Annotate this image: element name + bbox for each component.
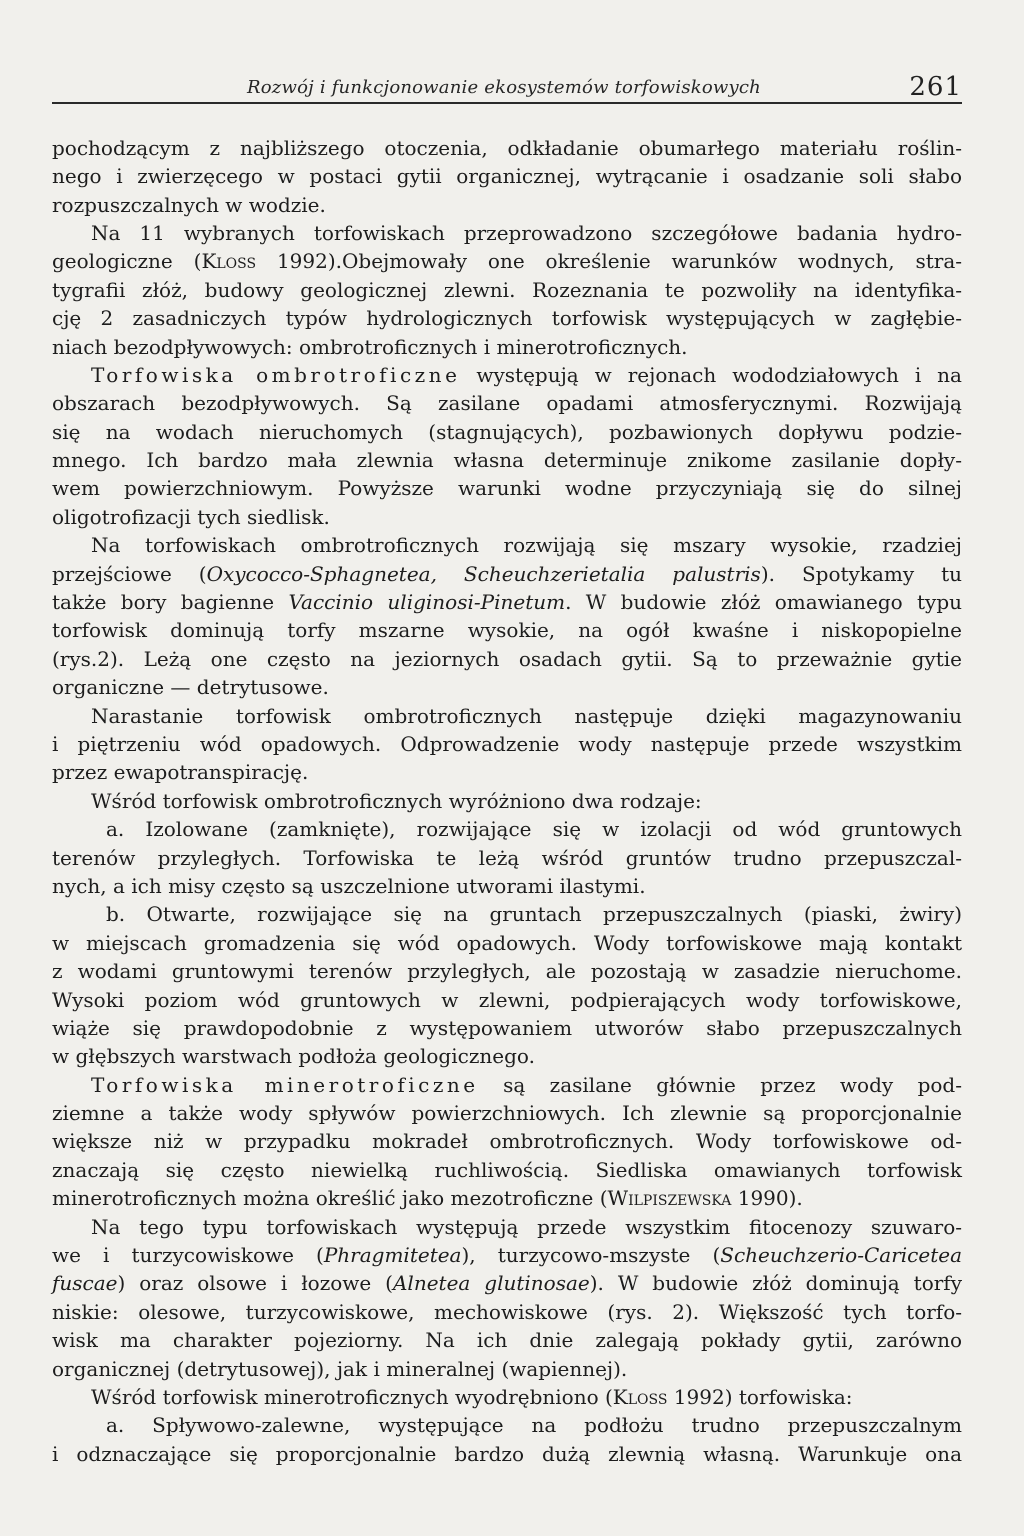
line-text bbox=[52, 276, 962, 304]
body-text bbox=[52, 134, 962, 1468]
text-run: Izolowane (zamknięte), rozwijające się w izolacji od wód gruntowych bbox=[145, 817, 962, 842]
line-text bbox=[91, 1071, 962, 1099]
text-run: oligotrofizacji tych siedlisk. bbox=[52, 504, 330, 529]
line-text bbox=[52, 247, 962, 275]
text-line bbox=[52, 844, 962, 872]
text-line bbox=[52, 1099, 962, 1127]
line-text bbox=[52, 957, 962, 985]
text-run: przejściowe ( bbox=[52, 561, 207, 586]
line-text bbox=[52, 730, 962, 758]
line-text bbox=[106, 900, 962, 928]
text-run: i odznaczające się proporcjonalnie bardzo dużą zlewnią własną. Warunkuje ona bbox=[52, 1441, 962, 1466]
text-line bbox=[52, 787, 962, 815]
text-line bbox=[52, 1184, 962, 1212]
text-line bbox=[52, 304, 962, 332]
text-run: Spływowo-zalewne, występujące na podłożu trudno przepuszczalnym bbox=[152, 1413, 962, 1438]
line-text bbox=[52, 1099, 962, 1127]
text-run: nych, a ich misy często są uszczelnione utworami ilastymi. bbox=[52, 873, 646, 898]
text-run: (rys.2). Leżą one często na jeziornych osadach gytii. Są to przeważnie gytie bbox=[52, 646, 962, 671]
text-run: z wodami gruntowymi terenów przyległych, ale pozostają w zasadzie nieruchome. bbox=[52, 959, 962, 984]
text-run: obszarach bezodpływowych. Są zasilane opadami atmosferycznymi. Rozwijają bbox=[52, 391, 962, 416]
text-line bbox=[52, 418, 962, 446]
line-text bbox=[106, 1411, 962, 1439]
text-run: ). Spotykamy tu bbox=[760, 561, 962, 586]
line-text bbox=[52, 1042, 535, 1070]
latin-taxon-name: Scheuchzerio-Caricetea bbox=[720, 1243, 962, 1268]
line-text bbox=[52, 1184, 803, 1212]
line-text bbox=[52, 673, 329, 701]
author-citation: Kloss bbox=[201, 249, 257, 274]
paragraph bbox=[52, 361, 962, 531]
text-run: ziemne a także wody spływów powierzchniowych. Ich zlewnie są proporcjonalnie bbox=[52, 1101, 962, 1126]
text-line bbox=[52, 389, 962, 417]
text-run: . W budowie złóż omawianego typu bbox=[565, 590, 962, 615]
line-text bbox=[52, 446, 962, 474]
text-line bbox=[52, 1411, 962, 1439]
text-line bbox=[52, 276, 962, 304]
latin-taxon-name: Phragmitetea bbox=[323, 1243, 462, 1268]
running-title: Rozwój i funkcjonowanie ekosystemów torfowiskowych bbox=[247, 77, 761, 98]
text-line bbox=[52, 1071, 962, 1099]
line-text bbox=[91, 1383, 853, 1411]
line-text bbox=[52, 645, 962, 673]
text-run: nego i zwierzęcego w postaci gytii organicznej, wytrącanie i osadzanie soli słabo bbox=[52, 164, 962, 189]
text-run: torfowisk dominują torfy mszarne wysokie, na ogół kwaśne i niskopopielne bbox=[52, 618, 962, 643]
line-text bbox=[52, 1269, 962, 1297]
text-line bbox=[52, 333, 962, 361]
text-run: w miejscach gromadzenia się wód opadowych. Wody torfowiskowe mają kontakt bbox=[52, 930, 962, 955]
paragraph bbox=[52, 1071, 962, 1213]
text-line bbox=[52, 134, 962, 162]
text-line bbox=[52, 702, 962, 730]
line-text bbox=[52, 872, 646, 900]
line-text bbox=[52, 986, 962, 1014]
line-text bbox=[52, 1014, 962, 1042]
text-run: i piętrzeniu wód opadowych. Odprowadzenie wody następuje przede wszystkim bbox=[52, 732, 962, 756]
text-run: niach bezodpływowych: ombrotroficznych i minerotroficznych. bbox=[52, 334, 688, 359]
line-text bbox=[52, 389, 962, 417]
latin-taxon-name: Alnetea glutinosae bbox=[392, 1271, 590, 1296]
text-line bbox=[52, 1213, 962, 1241]
paragraph bbox=[52, 219, 962, 361]
paragraph bbox=[52, 1383, 962, 1411]
line-text bbox=[52, 418, 962, 446]
emphasized-term: Torfowiska minerotroficzne bbox=[91, 1072, 479, 1097]
line-text bbox=[52, 503, 330, 531]
text-line bbox=[52, 1383, 962, 1411]
text-run: przez ewapotranspirację. bbox=[52, 760, 309, 785]
text-line bbox=[52, 560, 962, 588]
line-text bbox=[52, 191, 326, 219]
text-line bbox=[52, 730, 962, 758]
text-line bbox=[52, 446, 962, 474]
text-line bbox=[52, 503, 962, 531]
line-text bbox=[52, 1440, 962, 1468]
text-line bbox=[52, 1042, 962, 1070]
line-text bbox=[52, 1241, 962, 1269]
text-line bbox=[52, 1156, 962, 1184]
author-citation: Kloss bbox=[612, 1384, 668, 1409]
text-run: wem powierzchniowym. Powyższe warunki wodne przyczyniają się do silnej bbox=[52, 476, 962, 501]
text-run: w głębszych warstwach podłoża geologicznego. bbox=[52, 1044, 535, 1069]
line-text bbox=[52, 1127, 962, 1155]
line-text bbox=[52, 616, 962, 644]
list-marker: a. bbox=[106, 1413, 125, 1438]
text-run: Otwarte, rozwijające się na gruntach przepuszczalnych (piaski, żwiry) bbox=[146, 902, 963, 927]
text-run: organicznej (detrytusowej), jak i mineralnej (wapiennej). bbox=[52, 1356, 628, 1381]
text-line bbox=[52, 588, 962, 616]
text-run: znaczają się często niewielką ruchliwością. Siedliska omawianych torfowisk bbox=[52, 1157, 963, 1182]
text-line bbox=[52, 1014, 962, 1042]
line-text bbox=[91, 787, 702, 815]
line-text bbox=[52, 1355, 627, 1383]
text-run: Na tego typu torfowiskach występują przede wszystkim fitocenozy szuwaro- bbox=[91, 1214, 962, 1239]
line-text bbox=[52, 929, 962, 957]
line-text bbox=[52, 1298, 962, 1326]
latin-taxon-name: Oxycocco-Sphagnetea, Scheuchzerietalia palustris bbox=[206, 561, 761, 586]
text-run: mnego. Ich bardzo mała zlewnia własna determinuje znikome zasilanie dopły- bbox=[52, 448, 962, 473]
text-run: się na wodach nieruchomych (stagnujących), pozbawionych dopływu podzie- bbox=[52, 419, 962, 444]
line-text bbox=[91, 702, 962, 730]
paragraph bbox=[52, 134, 962, 219]
list-item bbox=[52, 900, 962, 1070]
text-run: rozpuszczalnych w wodzie. bbox=[52, 192, 326, 217]
line-text bbox=[52, 758, 308, 786]
latin-taxon-name: fuscae bbox=[52, 1271, 118, 1296]
emphasized-term: Torfowiska ombrotroficzne bbox=[91, 362, 461, 387]
text-line bbox=[52, 645, 962, 673]
text-line bbox=[52, 900, 962, 928]
text-line bbox=[52, 673, 962, 701]
text-line bbox=[52, 531, 962, 559]
text-run: większe niż w przypadku mokradeł ombrotroficznych. Wody torfowiskowe od- bbox=[52, 1129, 962, 1154]
line-text bbox=[52, 1326, 962, 1354]
list-marker: a. bbox=[106, 817, 125, 842]
text-line bbox=[52, 815, 962, 843]
text-run: ), turzycowo-mszyste ( bbox=[461, 1243, 721, 1268]
line-text bbox=[91, 219, 962, 247]
text-line bbox=[52, 1440, 962, 1468]
text-run: także bory bagienne bbox=[52, 590, 289, 615]
text-run: cję 2 zasadniczych typów hydrologicznych torfowisk występujących w zagłębie- bbox=[52, 306, 962, 331]
text-line bbox=[52, 162, 962, 190]
text-line bbox=[52, 247, 962, 275]
page-number: 261 bbox=[909, 72, 962, 102]
text-run: terenów przyległych. Torfowiska te leżą wśród gruntów trudno przepuszczal- bbox=[52, 845, 962, 870]
paragraph bbox=[52, 702, 962, 787]
text-run: geologiczne ( bbox=[52, 249, 202, 274]
line-text bbox=[52, 134, 962, 162]
paragraph bbox=[52, 787, 962, 815]
line-text bbox=[52, 474, 962, 502]
line-text bbox=[52, 333, 688, 361]
text-run: ) oraz olsowe i łozowe ( bbox=[117, 1271, 393, 1296]
line-text bbox=[106, 815, 962, 843]
text-run: we i turzycowiskowe ( bbox=[52, 1243, 324, 1268]
list-item bbox=[52, 815, 962, 900]
latin-taxon-name: Vaccinio uliginosi-Pinetum bbox=[288, 590, 566, 615]
line-text bbox=[91, 361, 962, 389]
text-run: minerotroficznych można określić jako mezotroficzne ( bbox=[52, 1186, 608, 1211]
text-run: tygrafii złóż, budowy geologicznej zlewni. Rozeznania te pozwoliły na identyfika- bbox=[52, 277, 962, 302]
text-run: Narastanie torfowisk ombrotroficznych następuje dzięki magazynowaniu bbox=[91, 703, 962, 728]
text-line bbox=[52, 219, 962, 247]
line-text bbox=[52, 1156, 962, 1184]
text-run: 1990). bbox=[731, 1186, 803, 1211]
author-citation: Wilpiszewska bbox=[607, 1186, 732, 1211]
text-line bbox=[52, 361, 962, 389]
text-run: 1992) torfowiska: bbox=[667, 1384, 853, 1409]
text-line bbox=[52, 1241, 962, 1269]
text-run: Wysoki poziom wód gruntowych w zlewni, podpierających wody torfowiskowe, bbox=[52, 987, 963, 1012]
text-line bbox=[52, 758, 962, 786]
text-line bbox=[52, 1269, 962, 1297]
text-line bbox=[52, 1298, 962, 1326]
list-marker: b. bbox=[106, 902, 126, 927]
line-text bbox=[52, 560, 962, 588]
text-run: Wśród torfowisk minerotroficznych wyodrębniono ( bbox=[91, 1384, 613, 1409]
text-run: Na torfowiskach ombrotroficznych rozwijają się mszary wysokie, rzadziej bbox=[91, 533, 962, 558]
text-run: ). W budowie złóż dominują torfy bbox=[589, 1271, 963, 1296]
text-run: pochodzącym z najbliższego otoczenia, odkładanie obumarłego materiału roślin- bbox=[52, 135, 962, 160]
text-run: 1992).Obejmowały one określenie warunków wodnych, stra- bbox=[256, 249, 963, 274]
text-run: występują w rejonach wododziałowych i na bbox=[460, 362, 962, 387]
line-text bbox=[52, 844, 962, 872]
text-line bbox=[52, 929, 962, 957]
text-line bbox=[52, 191, 962, 219]
text-line bbox=[52, 986, 962, 1014]
text-line bbox=[52, 1355, 962, 1383]
paragraph bbox=[52, 531, 962, 701]
list-item bbox=[52, 1411, 962, 1468]
text-run: są zasilane głównie przez wody pod- bbox=[478, 1072, 962, 1097]
text-run: Wśród torfowisk ombrotroficznych wyróżniono dwa rodzaje: bbox=[91, 788, 702, 813]
text-line bbox=[52, 1326, 962, 1354]
line-text bbox=[52, 162, 962, 190]
line-text bbox=[52, 588, 962, 616]
line-text bbox=[91, 531, 962, 559]
text-run: wisk ma charakter pojeziorny. Na ich dnie zalegają pokłady gytii, zarówno bbox=[52, 1328, 962, 1353]
header-rule bbox=[52, 102, 962, 104]
text-run: Na 11 wybranych torfowiskach przeprowadzono szczegółowe badania hydro- bbox=[91, 220, 962, 245]
line-text bbox=[52, 304, 962, 332]
text-line bbox=[52, 1127, 962, 1155]
text-run: organiczne — detrytusowe. bbox=[52, 675, 329, 700]
text-line bbox=[52, 957, 962, 985]
text-line bbox=[52, 616, 962, 644]
text-line bbox=[52, 872, 962, 900]
text-run: niskie: olesowe, turzycowiskowe, mechowiskowe (rys. 2). Większość tych torfo- bbox=[52, 1299, 963, 1324]
paragraph bbox=[52, 1213, 962, 1383]
line-text bbox=[91, 1213, 962, 1241]
text-line bbox=[52, 474, 962, 502]
text-run: wiąże się prawdopodobnie z występowaniem utworów słabo przepuszczalnych bbox=[52, 1015, 962, 1040]
